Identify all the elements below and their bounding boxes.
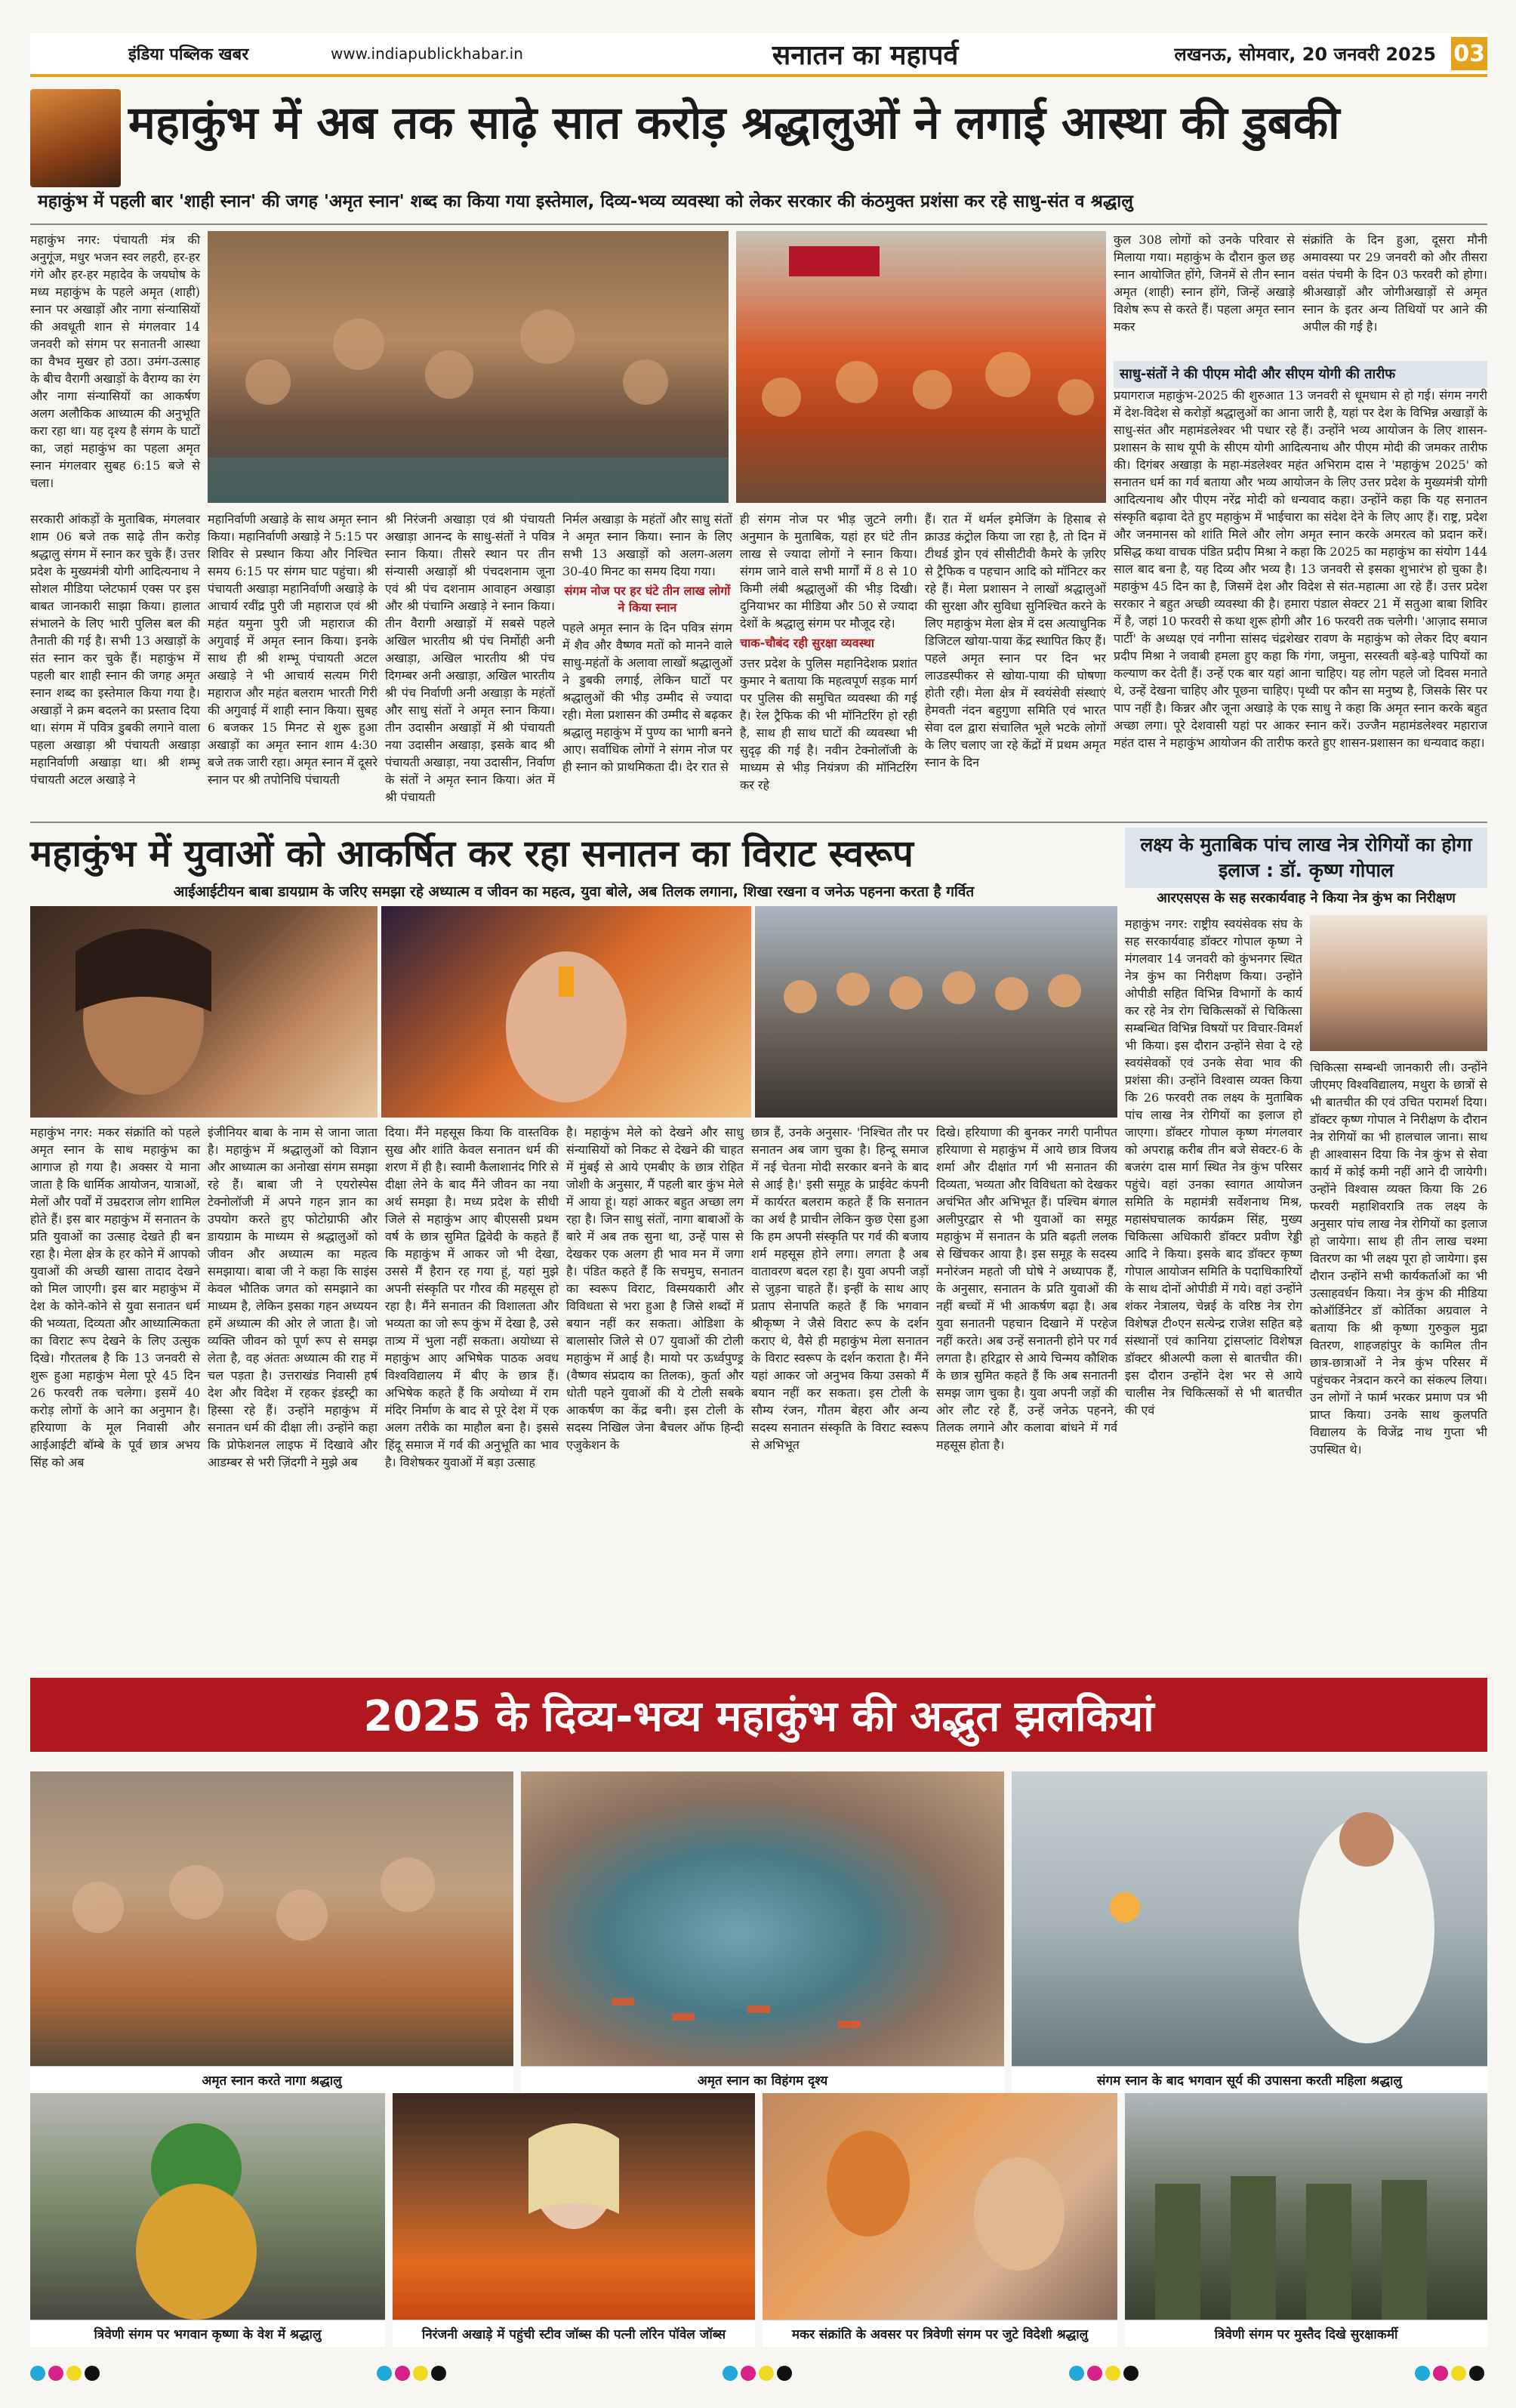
page-number: 03 — [1451, 37, 1487, 70]
color-dots — [377, 2366, 449, 2384]
iit-baba-photo — [30, 906, 377, 1118]
gallery-photo-foreigners — [763, 2093, 1117, 2320]
eye-text-a: महाकुंभ नगर: राष्ट्रीय स्वयंसेवक संघ के सह सरकार्यवाह डॉक्टर गोपाल कृष्ण ने मंगलवार 14 जनवरी को कुंभनगर स्थित नेत्र कुंभ का निरीक्षण किया। उन्होंने ओपीडी सहित विभिन्न विभागों के कार्य कर रहे नेत्र रोग चिकित्सकों से चिकित्सा सम्बन्धित विभिन्न विषयों पर विचार-विमर्श भी किया। इस दौरान उन्होंने सेवा दे रहे स्वयंसेवकों एवं उनके सेवा भाव की प्रशंसा की। उन्होंने विश्वास व्यक्त किया कि 26 फरवरी तक लक्ष्य के मुताबिक पांच लाख नेत्र रोगियों का इलाज हो जाएगा। डॉक्टर गोपाल कृष्ण मंगलवार को अपराह्न करीब तीन बजे सेक्टर-6 के बजरंग दास मार्ग स्थित नेत्र कुंभ परिसर पहुंचे। वहां उनका स्वागत आयोजन समिति के महामंत्री सर्वेशनाथ मिश्र, महासंघचालक कार्यक्रम सिंह, मुख्य चिकित्सा अधिकारी डॉक्टर प्रवीण रेड्डी आदि ने किया। इसके बाद डॉक्टर कृष्ण गोपाल आयोजन समिति के पदाधिकारियों के साथ दोनों ओपीडी में गये। वहां उन्होंने शंकर नेत्रालय, चेन्नई के वरिष्ठ नेत्र रोग विशेषज्ञ टी०एन सत्येन्द्र राजेश सहित बड़े संस्थानों एवं कानिया ट्रांसप्लांट विशेषज्ञ डॉक्टर श्रीअल्पी कला से बातचीत की। इस दौरान उन्होंने देश भर से आये चालीस नेत्र चिकित्सकों से भी बातचीत की एवं — [1125, 917, 1302, 1417]
story1-col7: कुल 308 लोगों को उनके परिवार से मिलाया गया। महाकुंभ के दौरान कुल छह स्नान आयोजित होंगे, जिनमें से तीन स्नान अमृत (शाही) स्नान होंगे, जिन्हें अखाड़े विशेष रूप से करते हैं। पहला अमृत स्नान मकर — [1114, 233, 1295, 334]
gallery-photo-aerial — [521, 1771, 1004, 2066]
story1-col6: हैं। रात में थर्मल इमेजिंग के हिसाब से क्राउड कंट्रोल किया जा रहा है, तो दिन में टीथर्ड ड्रोन एवं सीसीटीवी कैमरे के ज़रिए से ट्रैफिक व पहचान आदि को मॉनिटर कर रहे हैं। मेला प्रशासन ने लाखों श्रद्धालुओं की सुरक्षा और सुविधा सुनिश्चित करने के लिए महाकुंभ मेला क्षेत्र में दस अत्याधुनिक डिजिटल खोया-पाया केंद्र स्थापित किए हैं। पहले अमृत स्नान पर दिन भर लाउडस्पीकर से खोया-पाया की घोषणा होती रही। मेला क्षेत्र में स्वयंसेवी संस्थाएं हेमवती नंदन बहुगुणा समिति एवं भारत सेवा दल द्वारा संचालित भूले भटके लोगों के लिए चलाए जा रहे केंद्रों में प्रथम अमृत स्नान के दिन — [925, 512, 1106, 769]
story1-col4-sub: संगम नोज पर हर घंटे तीन लाख लोगों ने किया स्नान — [564, 584, 731, 615]
gallery-photo-naga — [30, 1771, 513, 2066]
youth-group-photo — [755, 906, 1117, 1118]
story2-col3: दिया। मैंने महसूस किया कि वास्तविक सुख और शांति केवल सनातन धर्म की शरण में ही है। स्वामी कैलाशानंद गिरि से दीक्षा लेने के बाद मैंने जीवन का नया अर्थ समझा है। मध्य प्रदेश के सीधी जिले से महाकुंभ आए बीएससी प्रथम वर्ष के छात्र सुमित द्विवेदी के कहते हैं कि महाकुंभ में आकर जो भी देखा, उससे मैं हैरान रह गया हूं, यहां मुझे अपनी संस्कृति पर गौरव की महसूस हो रहा है। मैंने सनातन की विशालता और भव्यता का जो रूप कुंभ में देखा है, उसे तात्र्य में भुला नहीं सकता। अयोध्या से महाकुंभ आए अभिषेक पाठक अवध विश्वविद्यालय में बीए के छात्र हैं। अभिषेक कहते हैं कि अयोध्या में राम मंदिर निर्माण के बाद से पूरे देश में एक अलग तरीके का माहौल बना है। इससे हिंदू समाज में गर्व की अनुभूति का भाव है। विशेषकर युवाओं में बड़ा उत्साह — [385, 1125, 559, 1469]
pm-box-title: साधु-संतों ने की पीएम मोदी और सीएम योगी की तारीफ — [1114, 361, 1487, 388]
section-title: सनातन का महापर्व — [772, 39, 959, 71]
story1-headline: महाकुंभ में अब तक साढ़े सात करोड़ श्रद्धालुओं ने लगाई आस्था की डुबकी — [128, 97, 1340, 150]
akhada-procession-photo — [736, 231, 1106, 503]
divider — [30, 224, 1487, 225]
gallery-photo-krishna — [30, 2093, 385, 2320]
eye-subhead: आरएसएस के सह सरकार्यवाह ने किया नेत्र कुंभ का निरीक्षण — [1157, 890, 1456, 906]
story1-col2: महानिर्वाणी अखाड़े के साथ अमृत स्नान किया। महानिर्वाणी अखाड़े ने 5:15 पर शिविर से प्रस्थान किया और निश्चित समय 6:15 पर संगम घाट पहुंचा। श्री पंचायती अखाड़ा महानिर्वाणी अखाड़े के आचार्य रवींद्र पुरी जी महाराज एवं श्री महंत यमुना पुरी जी महाराज की अगुवाई में अमृत स्नान किया। इनके साथ ही श्री शम्भू पंचायती अटल अखाड़े ने भी आचार्य सत्यम गिरी महाराज और महंत बलराम भारती गिरी की अगुवाई में शाही स्नान किया। सुबह 6 बजकर 15 मिनट से शुरू हुआ अखाड़ों का अमृत स्नान शाम 4:30 बजे तक जारी रहा। अमृत स्नान में दूसरे स्नान पर श्री तपोनिधि पंचायती — [208, 512, 377, 787]
gallery-photo-security — [1125, 2093, 1487, 2320]
gallery-banner — [30, 1678, 1487, 1752]
edition-date: लखनऊ, सोमवार, 20 जनवरी 2025 — [1174, 43, 1437, 65]
gallery-title: 2025 के दिव्य-भव्य महाकुंभ की अद्भुत झलकियां — [363, 1692, 1154, 1741]
story2-col4: है। महाकुंभ मेले को देखने और साधु संन्यासियों को निकट से देखने की चाहत में मुंबई से आये एमबीए के छात्र रोहित जोशी के अनुसार, मैं पहली बार कुंभ मेले में आया हूं। यहां आकर बहुत अच्छा लग रहा है। जिन साधु संतों, नागा बाबाओं के बारे में अब तक सुना था, उन्हें पास से देखकर एक अलग ही भाव मन में जगा है। पंडित कहते हैं कि सचमुच, सनातन का स्वरूप विराट, विस्मयकारी और विविधता से भरा हुआ है जिसे शब्दों में बयान नहीं कर सकता। ओडिशा के बालासोर जिले से 07 युवाओं की टोली महाकुंभ में आई है। मायो पर ऊर्ध्वपुण्ड्र (वैष्णव संप्रदाय का तिलक), कुर्ता और धोती पहने युवाओं की ये टोली सबके आकर्षण का केंद्र बनी। इस टोली के सदस्य निखिल जेना बैचलर ऑफ हिन्दी एजुकेशन के — [566, 1125, 744, 1452]
eye-text-b: चिकित्सा सम्बन्धी जानकारी ली। उन्होंने जीएमए विश्वविद्यालय, मथुरा के छात्रों से भी बातचीत की एवं उचित परामर्श दिया। डॉक्टर कृष्ण गोपाल ने निरीक्षण के दौरान नेत्र रोगियों का भी हालचाल जाना। साथ ही आश्वासन दिया कि नेत्र कुंभ से सेवा कार्य में कोई कमी नहीं आने दी जायेगी। उन्होंने विश्वास व्यक्त किया कि 26 फरवरी महाशिवरात्रि तक लक्ष्य के अनुसार पांच लाख नेत्र रोगियों का इलाज हो जायेगा। साथ ही तीन लाख चश्मा वितरण का भी लक्ष्य पूरा हो जायेगा। इस दौरान उन्होंने सभी कार्यकर्ताओं का भी उत्साहवर्धन किया। नेत्र कुंभ की मीडिया कोऑर्डिनेटर डॉ कोर्तिका अग्रवाल ने बताया कि श्री कृष्णा गुरुकुल मुद्रा वितरण, शाहजहांपुर के कामिल तीन छात्र-छात्राओं ने नेत्र कुंभ परिसर में पहुंचकर नेत्रदान करने का संकल्प लिया। उन लोगों ने फार्म भरकर प्रमाण पत्र भी प्राप्त किया। उनके साथ कुलपति विद्यालय के विजेंद्र नाथ गुप्ता भी उपस्थित थे। — [1310, 1060, 1487, 1457]
story1-col4 — [562, 510, 732, 816]
brand-name: इंडिया पब्लिक खबर — [128, 45, 249, 64]
story2-col1: महाकुंभ नगर: मकर संक्रांति को पहले अमृत स्नान के साथ महाकुंभ का आगाज हो गया है। अक्सर ये माना जाता है कि धार्मिक आयोजन, यात्राओं, मेलों और पर्वों में उम्रदराज लोग शामिल होते हैं। इस बार महाकुंभ में सनातन के प्रति युवाओं का उत्साह देखते ही बन रहा है। मेला क्षेत्र के हर कोने में आपको युवाओं की अच्छी खासा तादाद देखने को मिल जाएगी। इस बार महाकुंभ में देश के कोने-कोने से युवा सनातन धर्म की भव्यता, दिव्यता और आध्यात्मिकता का विराट रूप देखने के लिए उत्सुक दिखे। गौरतलब है कि 13 जनवरी से शुरू हुआ महाकुंभ मेला पूरे 45 दिन 26 फरवरी तक चलेगा। इसमें 40 करोड़ लोगों के आने का अनुमान है। हरियाणा के मूल निवासी और आईआईटी बॉम्बे के पूर्व छात्र अभय सिंह को अब — [30, 1125, 200, 1469]
gallery-caption-7: त्रिवेणी संगम पर मुस्तैद दिखे सुरक्षाकर्मी — [1125, 2320, 1487, 2347]
story1-col1-a: महाकुंभ नगर: पंचायती मंत्र की अनुगूंज, मधुर भजन स्वर लहरी, हर-हर गंगे और हर-हर महादेव के जयघोष के मध्य महाकुंभ के पहले अमृत (शाही) स्नान पर अखाड़ों और नागा संन्यासियों की अवधूती शान से मंगलवार 14 जनवरी को संगम पर सनातनी आस्था का वैभव मुखर हो उठा। उमंग-उत्साह के बीच वैरागी अखाड़ों के वैराग्य का रंग और नागा संन्यासियों का आकर्षण अलग अलौकिक आध्यात्म की अनुभूति करा रहा था। यह दृश्य है संगम के घाटों का, जहां महाकुंभ का पहला अमृत स्नान मंगलवार सुबह 6:15 बजे से चला। — [30, 233, 200, 490]
gallery-caption-6: मकर संक्रांति के अवसर पर त्रिवेणी संगम पर जुटे विदेशी श्रद्धालु — [763, 2320, 1117, 2347]
print-registration-marks — [30, 2363, 1487, 2386]
story1-col5-b: उत्तर प्रदेश के पुलिस महानिदेशक प्रशांत कुमार ने बताया कि महत्वपूर्ण सड़क मार्ग पर पुलिस की समुचित व्यवस्था की गई है। रेल ट्रैफिक की भी मॉनिटरिंग हो रही है, साथ ही साथ घाटों की व्यवस्था भी सुदृढ़ की गई है। नवीन टेक्नोलॉजी के माध्यम से भीड़ नियंत्रण की मॉनिटरिंग कर रहे — [740, 656, 917, 792]
site-url: www.indiapublickhabar.in — [330, 45, 523, 63]
story2-col2: इंजीनियर बाबा के नाम से जाना जाता है। महाकुंभ में श्रद्धालुओं को विज्ञान और आध्यात्म का अनोखा संगम समझा रहे हैं। बाबा जी ने एयरोस्पेस टेक्नोलॉजी में अपने गहन ज्ञान का उपयोग करते हुए फोटोग्राफी और डायग्राम के माध्यम से श्रद्धालुओं को जीवन और अध्यात्म का महत्व समझाया। बाबा जी ने कहा कि साइंस केवल भौतिक जगत को समझाने का माध्यम है, लेकिन इसका गहन अध्ययन हमें अध्यात्म की ओर ले जाता है। जो व्यक्ति जीवन को पूर्ण रूप से समझ लेता है, वह अंततः अध्यात्म की राह में चल पड़ता है। उत्तराखंड निवासी हर्ष देश और विदेश में रहकर इंडस्ट्री का हिस्सा रहे हैं। उन्होंने महाकुंभ में सनातन धर्म की दीक्षा ली। उन्होंने कहा कि प्रोफेशनल लाइफ में दिखावे और आडम्बर से भरी ज़िंदगी ने मुझे अब — [208, 1125, 377, 1469]
color-dots — [1069, 2366, 1142, 2384]
naga-sadhus-photo — [208, 231, 729, 503]
divider — [30, 822, 1487, 823]
woman-tilak-photo — [381, 906, 751, 1118]
story1-col1-b: सरकारी आंकड़ों के मुताबिक, मंगलवार शाम 06 बजे तक साढ़े तीन करोड़ श्रद्धालु संगम में स्नान कर चुके हैं। उत्तर प्रदेश के मुख्यमंत्री योगी आदित्यनाथ ने सोशल मीडिया प्लेटफार्म एक्स पर इस बाबत जानकारी साझा किया। हालात संभालने के लिए भारी पुलिस बल की तैनाती की गई है। सभी 13 अखाड़ों के संत स्नान कर चुके हैं। महाकुंभ में पहली बार शाही स्नान की जगह अमृत स्नान शब्द का इस्तेमाल किया गया है। अखाड़ों ने क्रम बदलने का प्रस्ताव दिया था। संगम में पवित्र डुबकी लगाने वाला पहला अखाड़ा श्री पंचायती अखाड़ा महानिर्वाणी अखाड़ा था। श्री शम्भू पंचायती अटल अखाड़े ने — [30, 512, 200, 787]
story2-headline: महाकुंभ में युवाओं को आकर्षित कर रहा सनातन का विराट स्वरूप — [30, 832, 914, 875]
story1-subhead: महाकुंभ में पहली बार 'शाही स्नान' की जगह 'अमृत स्नान' शब्द का किया गया इस्तेमाल, दिव्य-भव्य व्यवस्था को लेकर सरकार की कंठमुक्त प्रशंसा कर रहे साधु-संत व श्रद्धालु — [38, 192, 1133, 211]
pm-box-text: प्रयागराज महाकुंभ-2025 की शुरुआत 13 जनवरी से धूमधाम से हो गई। संगम नगरी में देश-विदेश से करोड़ों श्रद्धालुओं का आना जारी है, यहां पर देश के विभिन्न अखाड़ों के साधु-संत और महामंडलेश्वर भी पधार रहे हैं। उन्होंने भव्य आयोजन के लिए शासन-प्रशासन के साथ यूपी के सीएम योगी आदित्यनाथ और पीएम मोदी की जमकर तारीफ की। दिगंबर अखाड़ा के महा-मंडलेश्वर महंत अभिराम दास ने 'महाकुंभ 2025' को सनातन धर्म का गर्व बताया और भव्य आयोजन के लिए उत्तर प्रदेश के मुख्यमंत्री योगी आदित्यनाथ और पीएम नरेंद्र मोदी को धन्यवाद कहा। उन्होंने कहा कि यह सनातन संस्कृति बढ़ावा देते हुए महाकुंभ में भाईचारा का संदेश देने के लिए आए हैं। राष्ट्र, प्रदेश और जनमानस को शांति मिले और लोग अमृत स्नान करके अमरत्व को प्रदान करें। प्रसिद्ध कथा वाचक पंडित प्रदीप मिश्रा ने कहा कि 2025 का महाकुंभ का संयोग 144 साल बाद बना है, यह दिव्य और भव्य है। 13 जनवरी से इसका शुभारंभ हो चुका है। महाकुंभ 45 दिन का है, जिसमें देश और विदेश से संत-महात्मा आ रहे हैं। उत्तर प्रदेश सरकार ने बहुत अच्छी व्यवस्था की है। हमारा पंडाल सेक्टर 21 में सतुआ बाबा शिविर में है, जहां 10 फरवरी से कथा शुरू होगी और 16 फरवरी तक चलेगी। 'आज़ाद समाज पार्टी' के अध्यक्ष एवं नगीना सांसद चंद्रशेखर रावण के महाकुंभ को लेकर दिए बयान प्रदीप मिश्रा ने जवाबी हमला हुए कहा कि गंगा, जमुना, सरस्वती बड़े-बड़े पापियों का कल्याण कर देती हैं। उन्हें एक बार यहां आना चाहिए। यह लोग पहले जो दिवस मनाते थे, उन्हें देखना चाहिए और पूछना चाहिए। पृथ्वी पर कौन सा मनुष्य है, जिसके सिर पर पाप नहीं है। किन्नर और जूना अखाड़े के एक साधु ने कहा कि अमृत स्नान करके बहुत अच्छा लगा। पूरे देशवासी यहां पर आकर स्नान करें। उज्जैन महामंडलेश्वर महाराज महंत दास ने महाकुंभ आयोजन की तारीफ करते हुए शासन-प्रशासन का धन्यवाद कहा। — [1114, 388, 1487, 750]
color-dots — [30, 2366, 103, 2384]
gallery-caption-4: त्रिवेणी संगम पर भगवान कृष्णा के वेश में श्रद्धालु — [30, 2320, 385, 2347]
story1-col4-b: पहले अमृत स्नान के दिन पवित्र संगम में शैव और वैष्णव मतों को मानने वाले साधु-महंतों के अलावा लाखों श्रद्धालुओं ने डुबकी लगाई, लेकिन घाटों पर श्रद्धालुओं की भीड़ उम्मीद से ज्यादा रही। मेला प्रशासन की उम्मीद से बढ़कर श्रद्धालु महाकुंभ में पुण्य का भागी बनने आए। सर्वाधिक लोगों ने संगम नोज पर ही स्नान को प्राथमिकता दी। देर रात से — [562, 621, 732, 774]
story2-col5: छात्र हैं, उनके अनुसार- 'निश्चित तौर पर सनातन अब जाग चुका है। हिन्दू समाज में नई चेतना मोदी सरकार बनने के बाद से आई है।' इसी समूह के प्राईवेट कंपनी में कार्यरत बलराम कहते हैं कि सनातन का अर्थ है प्राचीन लेकिन कुछ ऐसा हुआ कि हम अपनी संस्कृति पर गर्व की बजाय शर्म महसूस होने लगा। लगता है अब वातावरण बदल रहा है। युवा अपनी जड़ों से जुड़ना चाहते हैं। इन्हीं के साथ आए प्रताप सेनापति कहते हैं कि भगवान श्रीकृष्ण ने जैसे विराट रूप के दर्शन कराए थे, वैसे ही महाकुंभ मेला सनातन के विराट स्वरूप के दर्शन कराता है। मैंने यहां आकर जो अनुभव किया उसको मैं बयान नहीं कर सकता। इस टोली के सौम्य रंजन, गौतम बेहरा और अन्य सदस्य सनातन संस्कृति के विराट स्वरूप से अभिभूत — [751, 1125, 929, 1452]
page-header — [30, 33, 1487, 77]
story1-col4-a: निर्मल अखाड़ा के महंतों और साधु संतों ने अमृत स्नान किया। स्नान के लिए सभी 13 अखाड़ों को अलग-अलग 30-40 मिनट का समय दिया गया। — [562, 512, 732, 578]
story1-col5-a: ही संगम नोज पर भीड़ जुटने लगी। अनुमान के मुताबिक, यहां हर घंटे तीन लाख से ज्यादा लोगों ने स्नान किया। संगम जाने वाले सभी मार्गों में 8 से 10 किमी लंबी श्रद्धालुओं की भीड़ दिखी। दुनियाभर का मीडिया और 50 से ज्यादा देशों के श्रद्धालु संगम पर मौजूद रहे। — [740, 512, 917, 631]
story2-col6: दिखे। हरियाणा की बुनकर नगरी पानीपत हरियाणा से महाकुंभ में आये छात्र विजय शर्मा और दीक्षांत गर्ग भी सनातन की दिव्यता, भव्यता और विविधता को देखकर अचंभित और अभिभूत हैं। पश्चिम बंगाल अलीपुरद्वार से भी युवाओं का समूह महाकुंभ में सनातन के प्रति बढ़ती ललक से खिंचकर आया है। इस समूह के सदस्य मनोरंजन महतो जी घोषे ने अध्यापक हैं, के अनुसार, सनातन के प्रति युवाओं की नहीं बच्चों में भी आकर्षण बढ़ा है। अब युवा सनातनी पहचान दिखाने में परहेज नहीं करते। अब उन्हें सनातनी होने पर गर्व लगता है। हरिद्वार से आये चिन्मय कौशिक के छात्र सुमित कहते हैं कि अब सनातनी समझ जाग चुका है। युवा अपनी जड़ों की ओर लौट रहे हैं, उन्हें जनेऊ पहनने, तिलक लगाने और कलावा बांधने में गर्व महसूस होता है। — [936, 1125, 1117, 1452]
gallery-caption-5: निरंजनी अखाड़े में पहुंची स्टीव जॉब्स की पत्नी लॉरेन पॉवेल जॉब्स — [393, 2320, 755, 2347]
sadhu-portrait — [30, 89, 121, 187]
gallery-caption-2: अमृत स्नान का विहंगम दृश्य — [521, 2066, 1004, 2093]
color-dots — [1415, 2366, 1487, 2384]
color-dots — [723, 2366, 795, 2384]
story1-col5 — [740, 510, 917, 816]
eye-headline: लक्ष्य के मुताबिक पांच लाख नेत्र रोगियों का होगा इलाज : डॉ. कृष्ण गोपाल — [1125, 828, 1487, 888]
gallery-photo-sun-worship — [1012, 1771, 1487, 2066]
story1-col5-sub: चाक-चौबंद रही सुरक्षा व्यवस्था — [740, 636, 874, 650]
story2-subhead: आईआईटीयन बाबा डायग्राम के जरिए समझा रहे अध्यात्म व जीवन का महत्व, युवा बोले, अब तिलक लगाना, शिखा रखना व जनेऊ पहनना करता है गर्वित — [173, 883, 975, 900]
story1-col3: श्री निरंजनी अखाड़ा एवं श्री पंचायती अखाड़ा आनन्द के साधु-संतों ने पवित्र स्नान किया। तीसरे स्थान पर तीन संन्यासी अखाड़ों श्री पंचदशनाम जूना एवं श्री पंच दशनाम आवाहन अखाड़ा और श्री पंचाग्नि अखाड़े ने स्नान किया। तीन वैरागी अखाड़ों में सबसे पहले अखिल भारतीय श्री पंच निर्मोही अनी अखाड़ा, अखिल भारतीय श्री पंच दिगम्बर अनी अखाड़ा, अखिल भारतीय श्री पंच निर्वाणी अनी अखाड़ा के महंतों और साधु संतों ने अमृत स्नान किया। तीन उदासीन अखाड़ों में श्री पंचायती नया उदासीन अखाड़ा, इसके बाद श्री पंचायती अखाड़ा, नया उदासीन, निर्वाण के संतों ने अमृत स्नान किया। अंत में श्री पंचायती — [385, 512, 555, 804]
gallery-photo-laurene — [393, 2093, 755, 2320]
eye-camp-photo — [1310, 915, 1487, 1051]
gallery-caption-3: संगम स्नान के बाद भगवान सूर्य की उपासना करती महिला श्रद्धालु — [1012, 2066, 1487, 2093]
story1-col8: संक्रांति के दिन हुआ, दूसरा मौनी अमावस्या पर 29 जनवरी को और तीसरा वसंत पंचमी के दिन 03 फरवरी को होगा। श्रीअखाड़ों और जोगीअखाड़ों से अमृत स्नान के इतर अन्य तिथियों पर आने की अपील की गई है। — [1302, 233, 1487, 334]
gallery-caption-1: अमृत स्नान करते नागा श्रद्धालु — [30, 2066, 513, 2093]
